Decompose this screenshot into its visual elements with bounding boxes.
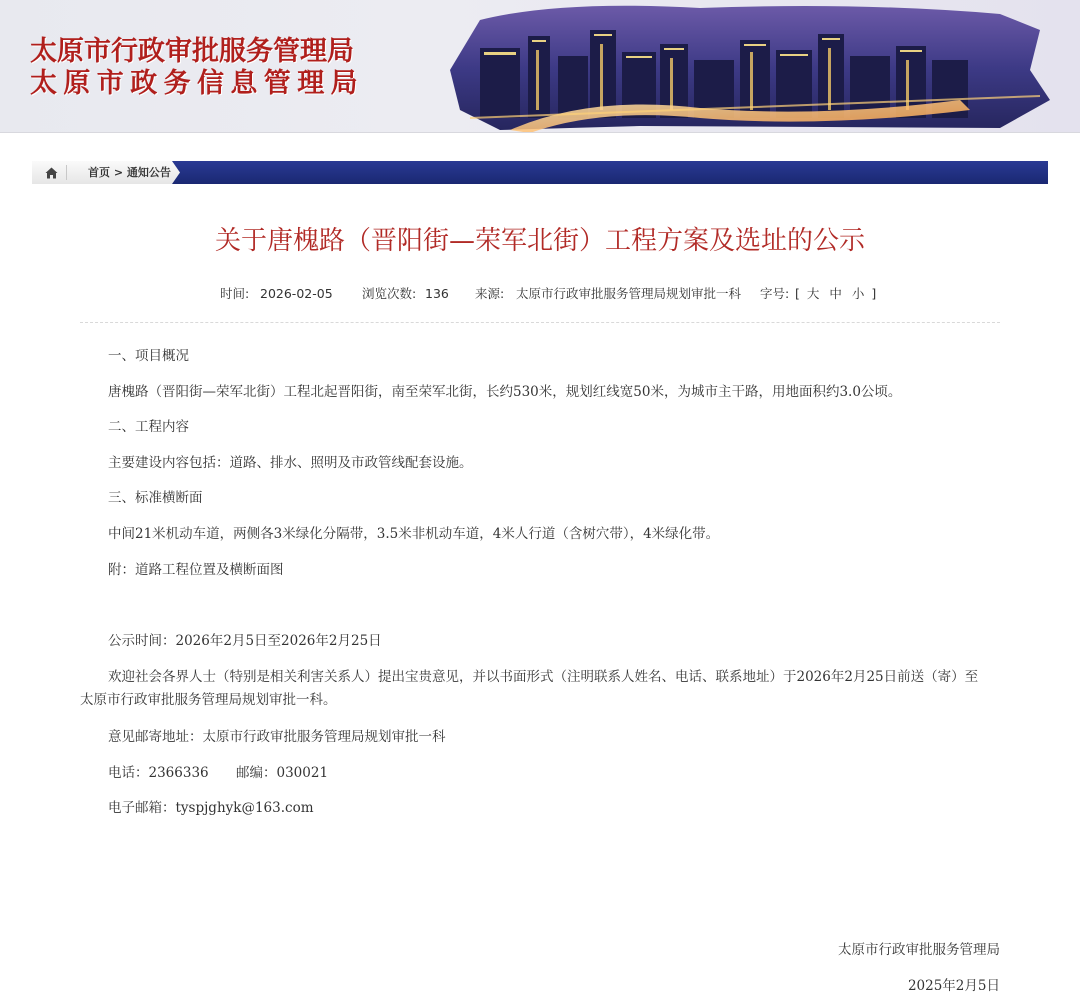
meta-views-value: 136 <box>425 286 449 301</box>
city-night-skyline-image <box>440 0 1080 133</box>
publicity-period: 公示时间：2026年2月5日至2026年2月25日 <box>108 633 382 649</box>
email-address: 电子邮箱：tyspjghyk@163.com <box>108 800 314 816</box>
breadcrumb-bar <box>32 161 1048 184</box>
meta-source-value: 太原市行政审批服务管理局规划审批一科 <box>516 286 742 301</box>
breadcrumb-item-home[interactable]: 首页 <box>88 166 110 179</box>
breadcrumb-item-notices[interactable]: 通知公告 <box>126 166 171 179</box>
font-size-medium-button[interactable]: 中 <box>829 286 842 301</box>
font-size-large-button[interactable]: 大 <box>806 286 820 301</box>
section-heading-content: 二、工程内容 <box>108 419 189 435</box>
meta-fontsize-label: 字号: <box>760 286 790 301</box>
font-size-bracket-open: [ <box>795 286 800 301</box>
breadcrumb-home-link[interactable] <box>38 161 64 184</box>
paragraph-overview: 唐槐路（晋阳街—荣军北街）工程北起晋阳街，南至荣军北街，长约530米，规划红线宽50米，为城市主干路，用地面积约3.0公顷。 <box>108 384 902 400</box>
signature-organization: 太原市行政审批服务管理局 <box>838 942 1000 958</box>
home-icon <box>45 167 58 179</box>
signature-date: 2025年2月5日 <box>907 978 1000 994</box>
phone-number: 电话：2366336 <box>108 765 209 781</box>
site-title-line2: 太原市政务信息管理局 <box>30 68 364 99</box>
meta-time-label: 时间: <box>220 286 250 301</box>
paragraph-content: 主要建设内容包括：道路、排水、照明及市政管线配套设施。 <box>108 455 473 471</box>
meta-time-value: 2026-02-05 <box>260 286 333 301</box>
breadcrumb <box>88 161 171 184</box>
site-title-block <box>30 36 364 100</box>
font-size-controls <box>795 285 876 303</box>
meta-source-label: 来源: <box>475 286 505 301</box>
mailing-address: 意见邮寄地址：太原市行政审批服务管理局规划审批一科 <box>108 729 446 745</box>
meta-views-label: 浏览次数: <box>362 286 417 301</box>
font-size-bracket-close: ] <box>871 286 877 301</box>
site-title-line1: 太原市行政审批服务管理局 <box>30 36 354 67</box>
paragraph-invitation-line2: 太原市行政审批服务管理局规划审批一科。 <box>80 692 337 708</box>
meta-divider <box>80 322 1000 323</box>
font-size-small-button[interactable]: 小 <box>851 286 865 301</box>
postal-code: 邮编：030021 <box>236 765 329 781</box>
breadcrumb-separator: > <box>113 166 124 179</box>
site-header-banner <box>0 0 1080 133</box>
article-title: 关于唐槐路（晋阳街—荣军北街）工程方案及选址的公示 <box>214 226 865 256</box>
paragraph-cross-section: 中间21米机动车道，两侧各3米绿化分隔带，3.5米非机动车道，4米人行道（含树穴带），4米绿化带。 <box>108 526 720 542</box>
section-heading-overview: 一、项目概况 <box>108 348 189 364</box>
attachment-note: 附：道路工程位置及横断面图 <box>108 562 284 578</box>
paragraph-invitation-line1: 欢迎社会各界人士（特别是相关利害关系人）提出宝贵意见，并以书面形式（注明联系人姓名、电话、联系地址）于2026年2月25日前送（寄）至 <box>108 669 979 685</box>
section-heading-cross-section: 三、标准横断面 <box>108 490 203 506</box>
breadcrumb-divider <box>66 165 67 180</box>
